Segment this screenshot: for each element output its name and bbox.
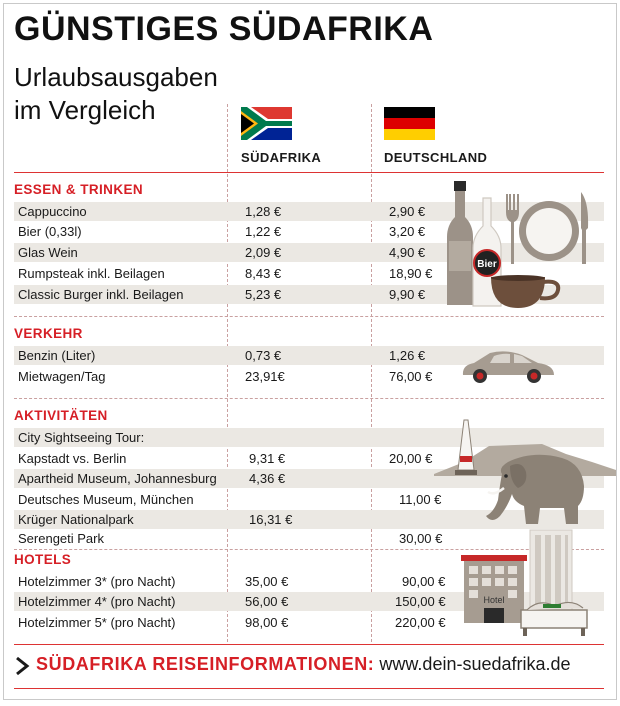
row-label: Glas Wein <box>18 245 78 260</box>
row-label: Krüger Nationalpark <box>18 512 134 527</box>
coffee-cup-icon <box>488 274 566 310</box>
section-title-food: ESSEN & TRINKEN <box>14 182 144 197</box>
column-header-germany: DEUTSCHLAND <box>384 150 488 165</box>
chevron-right-icon <box>14 656 30 676</box>
row-label: Benzin (Liter) <box>18 348 96 363</box>
header-rule <box>14 172 604 173</box>
price-south-africa: 1,28 € <box>245 204 282 219</box>
footer-label: SÜDAFRIKA REISEINFORMATIONEN: <box>36 654 375 674</box>
price-germany: 150,00 € <box>395 594 446 609</box>
price-germany: 11,00 € <box>399 492 442 507</box>
row-label: Apartheid Museum, Johannesburg <box>18 471 217 486</box>
row-label: City Sightseeing Tour: <box>18 430 145 445</box>
price-south-africa: 98,00 € <box>245 615 289 630</box>
price-south-africa: 1,22 € <box>245 224 282 239</box>
price-south-africa: 9,31 € <box>249 451 286 466</box>
price-germany: 90,00 € <box>402 574 446 589</box>
price-germany: 20,00 € <box>389 451 433 466</box>
germany-flag-icon <box>384 107 435 140</box>
section-divider <box>14 316 604 317</box>
page-title: GÜNSTIGES SÜDAFRIKA <box>14 10 434 48</box>
footer-rule-bottom <box>14 688 604 689</box>
price-germany: 9,90 € <box>389 287 426 302</box>
car-icon <box>460 349 556 385</box>
row-label: Deutsches Museum, München <box>18 492 194 507</box>
row-label: Classic Burger inkl. Beilagen <box>18 287 184 302</box>
section-divider <box>14 398 604 399</box>
section-divider <box>14 549 604 550</box>
price-south-africa: 5,23 € <box>245 287 282 302</box>
row-label: Kapstadt vs. Berlin <box>18 451 127 466</box>
price-germany: 2,90 € <box>389 204 426 219</box>
plate-icon <box>518 200 580 262</box>
column-header-south-africa: SÜDAFRIKA <box>241 150 322 165</box>
south-africa-flag-icon <box>241 107 292 140</box>
row-label: Cappuccino <box>18 204 87 219</box>
price-germany: 4,90 € <box>389 245 426 260</box>
lighthouse-icon <box>455 418 477 476</box>
row-label: Mietwagen/Tag <box>18 369 106 384</box>
table-row <box>14 529 604 548</box>
price-south-africa: 16,31 € <box>249 512 293 527</box>
price-germany: 3,20 € <box>389 224 426 239</box>
footer-link[interactable]: www.dein-suedafrika.de <box>379 654 571 674</box>
price-south-africa: 8,43 € <box>245 266 282 281</box>
price-germany: 30,00 € <box>399 531 443 546</box>
price-south-africa: 2,09 € <box>245 245 282 260</box>
section-title-hotels: HOTELS <box>14 552 72 567</box>
knife-icon <box>578 190 590 264</box>
infographic-card <box>3 3 617 700</box>
price-germany: 76,00 € <box>389 369 433 384</box>
footer-rule-top <box>14 644 604 645</box>
elephant-icon <box>478 450 590 526</box>
bed-icon <box>519 596 591 638</box>
row-label: Rumpsteak inkl. Beilagen <box>18 266 165 281</box>
price-germany: 1,26 € <box>389 348 426 363</box>
price-germany: 18,90 € <box>389 266 433 281</box>
row-label: Bier (0,33l) <box>18 224 82 239</box>
row-label: Hotelzimmer 4* (pro Nacht) <box>18 594 176 609</box>
price-south-africa: 0,73 € <box>245 348 282 363</box>
price-south-africa: 35,00 € <box>245 574 289 589</box>
subtitle-line-2: im Vergleich <box>14 95 156 125</box>
price-south-africa: 23,91€ <box>245 369 285 384</box>
footer <box>36 654 571 675</box>
subtitle-line-1: Urlaubsausgaben <box>14 62 218 92</box>
section-title-activities: AKTIVITÄTEN <box>14 408 108 423</box>
section-title-traffic: VERKEHR <box>14 326 83 341</box>
price-germany: 220,00 € <box>395 615 446 630</box>
row-label: Hotelzimmer 3* (pro Nacht) <box>18 574 176 589</box>
row-label: Serengeti Park <box>18 531 104 546</box>
hotel-building-icon <box>461 553 527 623</box>
price-south-africa: 56,00 € <box>245 594 289 609</box>
price-south-africa: 4,36 € <box>249 471 286 486</box>
row-label: Hotelzimmer 5* (pro Nacht) <box>18 615 176 630</box>
hotel-sign-text: Hotel <box>483 595 505 605</box>
bottle-label-text: Bier <box>477 259 497 270</box>
